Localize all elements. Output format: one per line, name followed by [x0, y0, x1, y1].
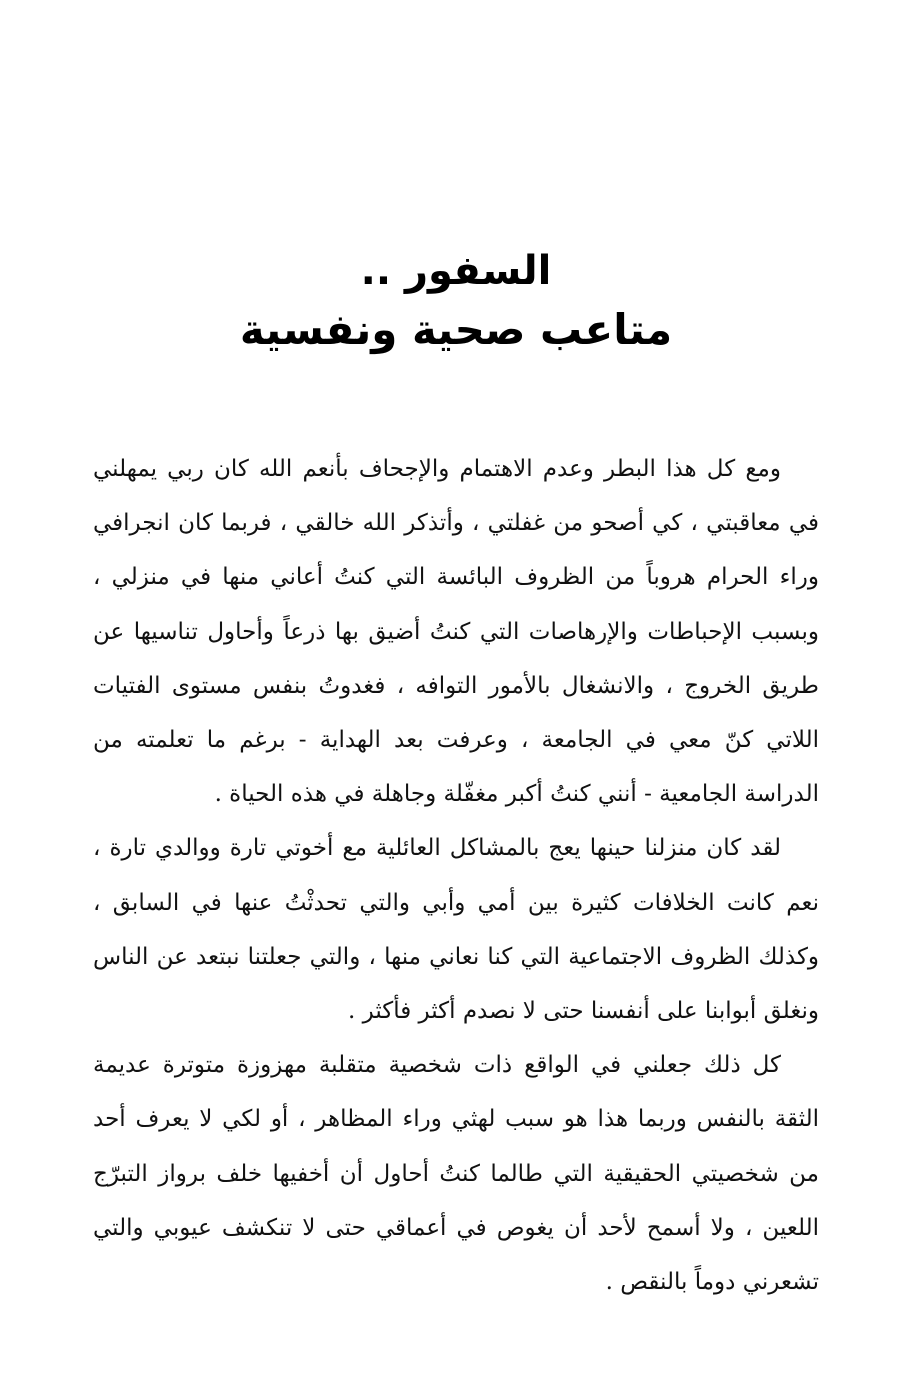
paragraph-3: كل ذلك جعلني في الواقع ذات شخصية متقلبة مهزوزة متوترة عديمة الثقة بالنفس وربما هذا هو سبب لهثي وراء المظاهر ، أو لكي لا يعرف أحد من شخصيتي الحقيقية التي طالما كنتُ أحاول أن أخفيها خلف برواز التبرّج اللعين ، ولا أسمح لأحد أن يغوص في أعماقي حتى لا تنكشف عيوبي والتي تشعرني دوماً بالنقص . — [93, 1052, 819, 1296]
chapter-title-line-1: السفور .. — [360, 248, 552, 294]
chapter-body — [93, 442, 819, 1309]
chapter-title-line-2: متاعب صحية ونفسية — [239, 305, 673, 354]
paragraph-2: لقد كان منزلنا حينها يعج بالمشاكل العائلية مع أخوتي تارة ووالدي تارة ، نعم كانت الخلافات كثيرة بين أمي وأبي والتي تحدثْتُ عنها في السابق ، وكذلك الظروف الاجتماعية التي كنا نعاني منها ، والتي جعلتنا نبتعد عن الناس ونغلق أبوابنا على أنفسنا حتى لا نصدم أكثر فأكثر . — [93, 835, 819, 1025]
paragraph-1: ومع كل هذا البطر وعدم الاهتمام والإجحاف بأنعم الله كان ربي يمهلني في معاقبتي ، كي أصحو من غفلتي ، وأتذكر الله خالقي ، فربما كان انجرافي وراء الحرام هروباً من الظروف البائسة التي كنتُ أعاني منها في منزلي ، وبسبب الإحباطات والإرهاصات التي كنتُ أضيق بها ذرعاً وأحاول تناسيها عن طريق الخروج ، والانشغال بالأمور التوافه ، فغدوتُ بنفس مستوى الفتيات اللاتي كنّ معي في الجامعة ، وعرفت بعد الهداية - برغم ما تعلمته من الدراسة الجامعية - أنني كنتُ أكبر مغفّلة وجاهلة في هذه الحياة . — [93, 456, 819, 808]
chapter-title — [0, 245, 912, 358]
